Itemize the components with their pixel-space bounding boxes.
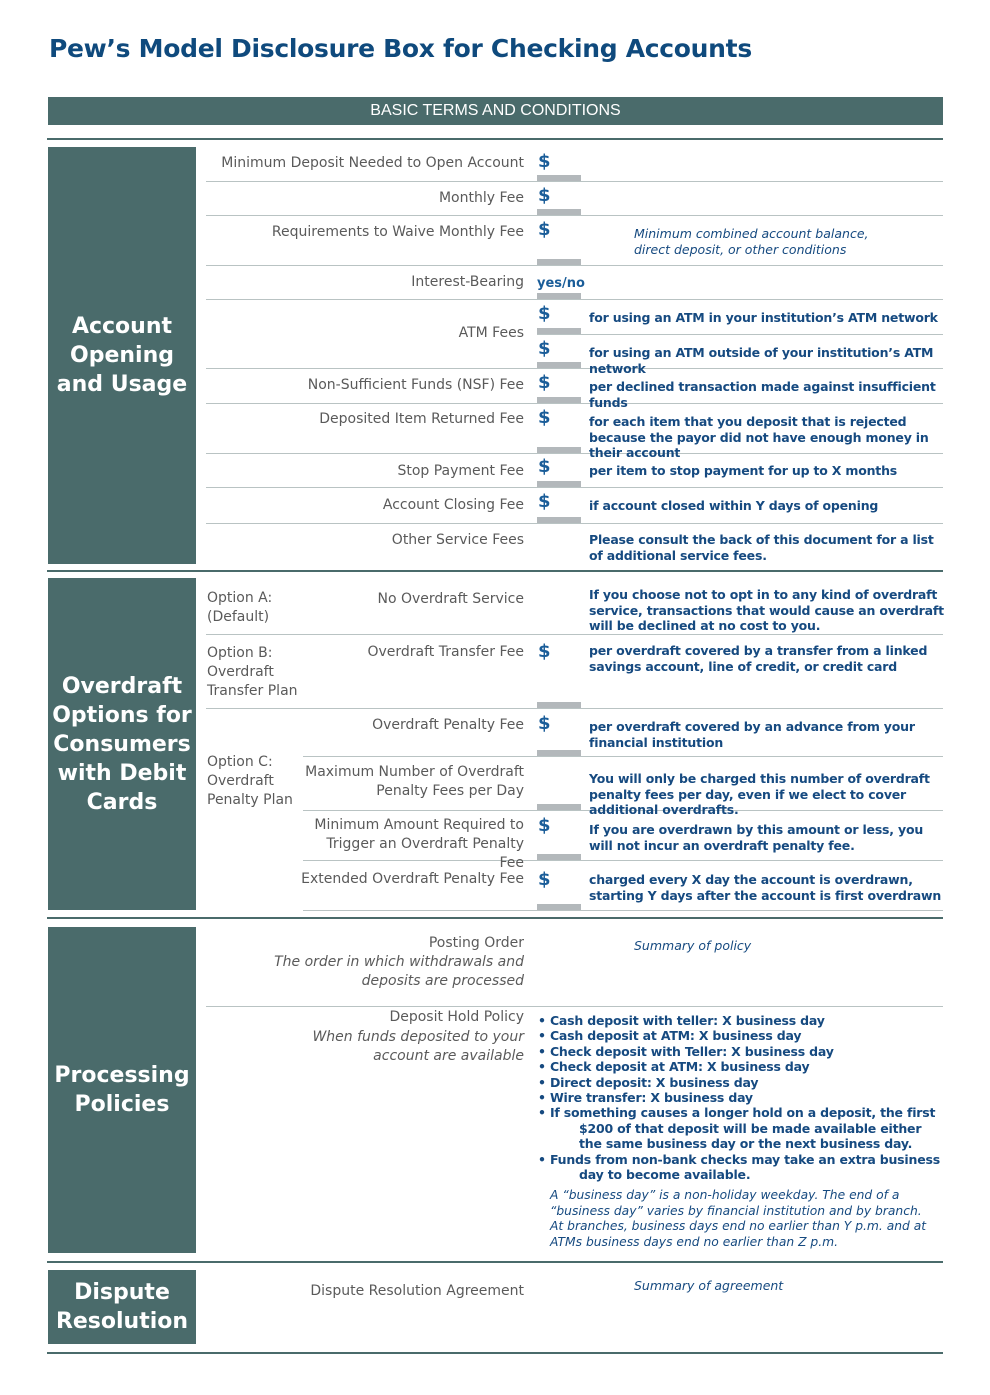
label-posting-order: Posting Order	[428, 935, 524, 951]
list-item: • If something causes a longer hold on a deposit, the first $200 of that deposit will be made available either the same business day or the next business day.	[538, 1105, 936, 1152]
section-dispute	[48, 1270, 196, 1344]
section-account-opening	[48, 147, 196, 564]
value-blank-bar	[537, 293, 581, 299]
list-item: • Cash deposit with teller: X business day	[538, 1013, 825, 1028]
row-divider	[206, 634, 943, 635]
deposit-hold-subtitle: When funds deposited to your account are available	[312, 1029, 524, 1064]
returned-item-desc: for each item that you deposit that is rejected because the payor did not have enough money in their account	[589, 414, 929, 460]
waive-note: Minimum combined account balance, direct deposit, or other conditions	[634, 226, 869, 257]
banner-basic-terms: BASIC TERMS AND CONDITIONS	[48, 97, 943, 125]
dollar-sign: $	[538, 815, 551, 836]
label-overdraft-transfer-fee: Overdraft Transfer Fee	[367, 644, 524, 660]
section-rule	[47, 138, 943, 140]
label-deposit-hold-policy: Deposit Hold Policy	[389, 1009, 524, 1025]
overdraft-penalty-desc: per overdraft covered by an advance from your financial institution	[589, 719, 915, 750]
value-blank-bar	[537, 259, 581, 265]
dispute-agreement-note: Summary of agreement	[634, 1278, 784, 1293]
label-interest-bearing: Interest-Bearing	[411, 274, 524, 290]
section-label: Overdraft Options for Consumers with Debit Cards	[52, 673, 192, 815]
dollar-sign: $	[538, 407, 551, 428]
posting-order-subtitle: The order in which withdrawals and deposits are processed	[274, 954, 524, 989]
value-blank-bar	[537, 447, 581, 453]
value-blank-bar	[537, 517, 581, 523]
stop-payment-desc: per item to stop payment for up to X months	[589, 463, 898, 478]
value-blank-bar	[537, 702, 581, 708]
row-divider	[303, 910, 943, 911]
label-waive-requirements: Requirements to Waive Monthly Fee	[271, 224, 524, 240]
dollar-sign: $	[538, 491, 551, 512]
option-b-label: Option B: Overdraft Transfer Plan	[207, 645, 298, 699]
dollar-sign: $	[538, 372, 551, 393]
label-returned-item-fee: Deposited Item Returned Fee	[319, 411, 524, 427]
value-blank-bar	[537, 362, 581, 368]
dollar-sign: $	[538, 303, 551, 324]
label-min-amount-trigger: Minimum Amount Required to Trigger an Overdraft Penalty Fee	[314, 817, 524, 871]
label-other-service-fees: Other Service Fees	[391, 532, 524, 548]
section-rule	[47, 1261, 943, 1263]
interest-yes-no: yes/no	[537, 276, 585, 291]
value-blank-bar	[537, 854, 581, 860]
list-item: • Cash deposit at ATM: X business day	[538, 1028, 802, 1044]
section-rule	[47, 917, 943, 919]
dollar-sign: $	[538, 641, 551, 662]
row-divider	[537, 334, 943, 335]
extended-penalty-desc: charged every X day the account is overdrawn, starting Y days after the account is first overdrawn	[589, 872, 942, 903]
label-stop-payment-fee: Stop Payment Fee	[397, 463, 524, 479]
page-title: Pew’s Model Disclosure Box for Checking Accounts	[49, 34, 752, 63]
value-blank-bar	[537, 481, 581, 487]
section-label: Dispute Resolution	[55, 1280, 189, 1334]
other-service-fees-desc: Please consult the back of this document for a list of additional service fees.	[589, 532, 934, 563]
value-blank-bar	[537, 804, 581, 810]
label-extended-penalty-fee: Extended Overdraft Penalty Fee	[301, 871, 524, 887]
value-blank-bar	[537, 904, 581, 910]
label-nsf-fee: Non-Sufficient Funds (NSF) Fee	[307, 377, 524, 393]
list-item: • Direct deposit: X business day	[538, 1074, 759, 1090]
dollar-sign: $	[538, 151, 551, 172]
min-amount-desc: If you are overdrawn by this amount or less, you will not incur an overdraft penalty fee.	[589, 822, 924, 853]
row-divider	[206, 265, 943, 266]
dollar-sign: $	[538, 713, 551, 734]
section-label: Account Opening and Usage	[56, 314, 188, 397]
section-rule	[47, 570, 943, 572]
label-min-deposit: Minimum Deposit Needed to Open Account	[221, 155, 524, 171]
value-blank-bar	[537, 397, 581, 403]
row-divider	[206, 487, 943, 488]
list-item: • Check deposit at ATM: X business day	[538, 1059, 810, 1075]
label-dispute-agreement: Dispute Resolution Agreement	[310, 1283, 524, 1299]
deposit-hold-list	[527, 1013, 945, 1182]
account-closing-desc: if account closed within Y days of opening	[589, 498, 879, 513]
label-monthly-fee: Monthly Fee	[438, 190, 524, 206]
row-divider	[303, 756, 943, 757]
dollar-sign: $	[538, 456, 551, 477]
label-no-overdraft-service: No Overdraft Service	[377, 591, 524, 607]
section-label: Processing Policies	[54, 1063, 190, 1117]
atm-out-network-desc: for using an ATM outside of your institution’s ATM network	[589, 345, 934, 376]
posting-order-note: Summary of policy	[634, 938, 752, 953]
section-overdraft	[48, 578, 196, 910]
value-blank-bar	[537, 209, 581, 215]
row-divider	[206, 299, 943, 300]
label-account-closing-fee: Account Closing Fee	[382, 497, 524, 513]
row-divider	[206, 708, 943, 709]
dollar-sign: $	[538, 219, 551, 240]
label-max-penalty-fees: Maximum Number of Overdraft Penalty Fees per Day	[305, 764, 524, 799]
list-item: • Funds from non-bank checks may take an extra business day to become available.	[538, 1151, 940, 1183]
overdraft-transfer-desc: per overdraft covered by a transfer from a linked savings account, line of credit, or credit card	[589, 643, 928, 674]
option-c-label: Option C: Overdraft Penalty Plan	[207, 754, 293, 808]
list-item: • Check deposit with Teller: X business day	[538, 1043, 834, 1059]
option-a-label: Option A: (Default)	[207, 590, 273, 625]
value-blank-bar	[537, 175, 581, 181]
value-blank-bar	[537, 750, 581, 756]
dollar-sign: $	[538, 338, 551, 359]
dollar-sign: $	[538, 185, 551, 206]
value-blank-bar	[537, 328, 581, 334]
label-atm-fees: ATM Fees	[458, 325, 524, 341]
dollar-sign: $	[538, 869, 551, 890]
no-overdraft-desc: If you choose not to opt in to any kind of overdraft service, transactions that would cause an overdraft will be declined at no cost to you.	[589, 587, 944, 633]
row-divider	[206, 523, 943, 524]
row-divider	[206, 1006, 943, 1007]
nsf-desc: per declined transaction made against insufficient funds	[589, 379, 936, 410]
section-processing	[48, 927, 196, 1253]
label-overdraft-penalty-fee: Overdraft Penalty Fee	[372, 717, 524, 733]
row-divider	[206, 215, 943, 216]
atm-in-network-desc: for using an ATM in your institution’s ATM network	[589, 310, 938, 325]
row-divider	[206, 181, 943, 182]
section-rule	[47, 1352, 943, 1354]
max-penalty-desc: You will only be charged this number of overdraft penalty fees per day, even if we elect to cover additional overdrafts.	[589, 771, 930, 817]
business-day-note: A “business day” is a non-holiday weekday. The end of a “business day” varies by financial institution and by branch. At branches, business days end no earlier than Y p.m. and at ATMs business days end no earlier than Z p.m.	[550, 1188, 927, 1249]
list-item: • Wire transfer: X business day	[538, 1090, 753, 1106]
